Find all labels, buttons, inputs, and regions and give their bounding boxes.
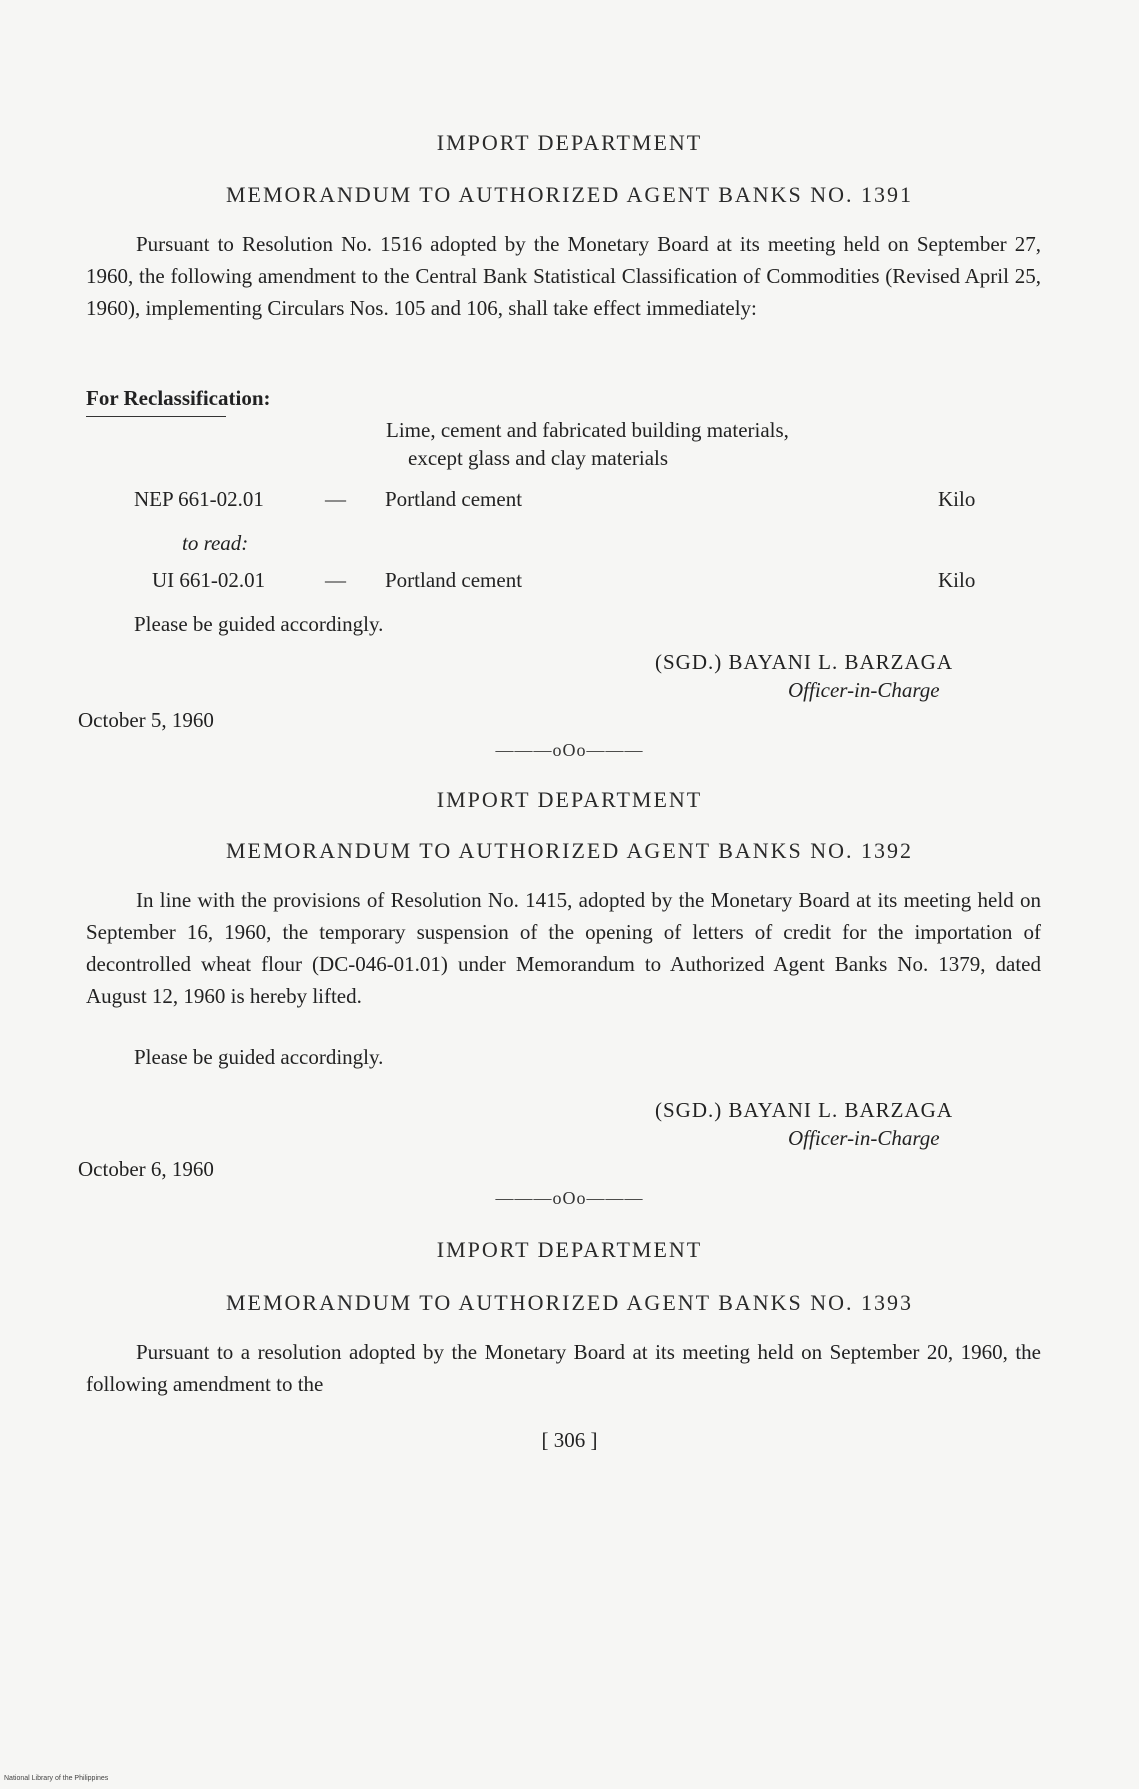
category-line-1: Lime, cement and fabricated building materials, bbox=[386, 418, 789, 442]
item-new-code: UI 661-02.01 bbox=[152, 568, 266, 592]
item-new-unit: Kilo bbox=[938, 568, 976, 592]
page-number: [ 306 ] bbox=[541, 1428, 598, 1452]
item-old-unit: Kilo bbox=[938, 487, 976, 511]
item-new-dash: — bbox=[325, 568, 346, 592]
item-old-desc: Portland cement bbox=[385, 487, 523, 511]
memo1-body: Pursuant to Resolution No. 1516 adopted by the Monetary Board at its meeting held on September 27, 1960, the following amendment to the Central Bank Statistical Classification of Commodities (Revised April 25, 1960), implementing Circulars Nos. 105 and 106, shall take effect immediately: bbox=[86, 232, 1041, 320]
memo2-guided: Please be guided accordingly. bbox=[134, 1045, 384, 1069]
item-old-dash: — bbox=[325, 487, 346, 511]
reclassification-label: For Reclassification: bbox=[86, 386, 271, 410]
memo3-body: Pursuant to a resolution adopted by the Monetary Board at its meeting held on September 20, 1960, the following amendment to the bbox=[86, 1340, 1041, 1396]
separator-2: ———oOo——— bbox=[495, 1188, 644, 1208]
memo1-date: October 5, 1960 bbox=[78, 708, 214, 732]
to-read-label: to read: bbox=[182, 531, 249, 555]
memo1-signer: (SGD.) BAYANI L. BARZAGA bbox=[655, 650, 953, 674]
memo3-title: MEMORANDUM TO AUTHORIZED AGENT BANKS NO. 1393 bbox=[225, 1290, 914, 1315]
memo2-signer: (SGD.) BAYANI L. BARZAGA bbox=[655, 1098, 953, 1122]
item-new-desc: Portland cement bbox=[385, 568, 523, 592]
memo2-date: October 6, 1960 bbox=[78, 1157, 214, 1181]
memo2-department: IMPORT DEPARTMENT bbox=[436, 787, 703, 812]
separator-1: ———oOo——— bbox=[495, 740, 644, 760]
memo1-signer-title: Officer-in-Charge bbox=[788, 678, 940, 702]
memo1-guided: Please be guided accordingly. bbox=[134, 612, 384, 636]
memo2-title: MEMORANDUM TO AUTHORIZED AGENT BANKS NO. 1392 bbox=[225, 838, 914, 863]
category-line-2: except glass and clay materials bbox=[408, 446, 669, 470]
item-old-code: NEP 661-02.01 bbox=[134, 487, 264, 511]
reclassification-underline bbox=[86, 416, 226, 417]
memo2-body: In line with the provisions of Resolution No. 1415, adopted by the Monetary Board at its meeting held on September 16, 1960, the temporary suspension of the opening of letters of credit for the importation of decontrolled wheat flour (DC-046-01.01) under Memorandum to Authorized Agent Banks No. 1379, dated August 12, 1960 is hereby lifted. bbox=[86, 888, 1041, 1008]
memo1-title: MEMORANDUM TO AUTHORIZED AGENT BANKS NO. 1391 bbox=[225, 182, 914, 207]
memo2-signer-title: Officer-in-Charge bbox=[788, 1126, 940, 1150]
memo1-department: IMPORT DEPARTMENT bbox=[436, 130, 703, 155]
footer-note: National Library of the Philippines bbox=[4, 1775, 109, 1782]
memo3-department: IMPORT DEPARTMENT bbox=[436, 1237, 703, 1262]
